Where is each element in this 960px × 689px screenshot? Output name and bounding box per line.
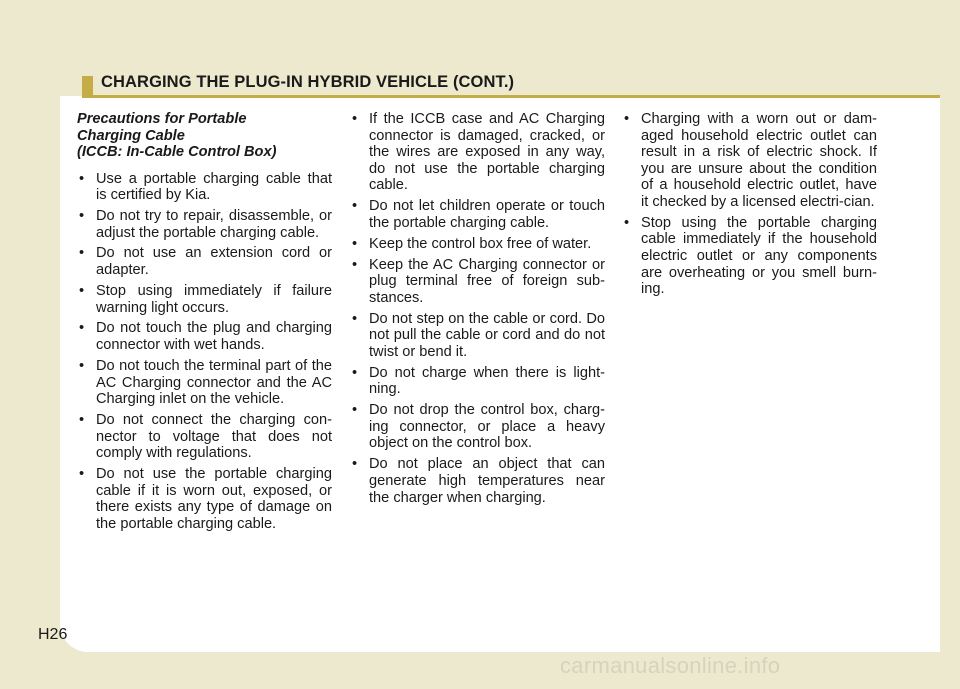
heading-line: Precautions for Portable (77, 111, 247, 127)
section-title: CHARGING THE PLUG-IN HYBRID VEHICLE (CONT.) (101, 73, 515, 91)
list-item-text: Use a portable charging cable that is certified by Kia. (96, 170, 332, 204)
list-item (622, 111, 877, 211)
bullet-icon: • (352, 364, 358, 381)
list-item-text: Do not drop the control box, charg-ing connector, or place a heavy object on the control box. (369, 402, 605, 452)
list-item (77, 171, 332, 204)
list-item (350, 402, 605, 452)
list-item-text: Keep the AC Charging connector or plug terminal free of foreign sub-stances. (369, 256, 605, 306)
precaution-list (77, 171, 332, 533)
list-item (77, 358, 332, 408)
list-item-text: Do not place an object that can generate high temperatures near the charger when charging. (369, 456, 605, 506)
list-item (622, 215, 877, 298)
bullet-icon: • (352, 235, 358, 252)
list-item-text: Keep the control box free of water. (369, 235, 592, 252)
list-item-text: Stop using immediately if failure warning light occurs. (96, 282, 332, 316)
bullet-icon: • (79, 245, 85, 262)
precaution-list (622, 111, 877, 298)
bullet-icon: • (352, 111, 358, 127)
header-rule (82, 95, 940, 98)
list-item (350, 456, 605, 506)
list-item-text: Do not connect the charging con-nector to voltage that does not comply with regulations. (96, 412, 332, 462)
list-item (350, 257, 605, 307)
bullet-icon: • (624, 214, 630, 231)
bullet-icon: • (79, 207, 85, 224)
list-item-text: Stop using the portable charging cable immediately if the household electric outlet or any components are overheating or you smell burn-ing. (641, 214, 877, 298)
heading-line: (ICCB: In-Cable Control Box) (77, 144, 277, 160)
list-item (350, 311, 605, 361)
page-number: H26 (38, 626, 68, 643)
list-item (350, 198, 605, 231)
column-3 (622, 111, 877, 302)
list-item-text: Charging with a worn out or dam-aged household electric outlet can result in a risk of electric shock. If you are unsure about the condition of a household electric outlet, have it checked by a licensed electri-cian. (641, 111, 877, 210)
list-item (77, 466, 332, 532)
precaution-list (350, 111, 605, 506)
list-item (350, 111, 605, 194)
column-1 (77, 111, 332, 537)
bullet-icon: • (352, 456, 358, 473)
list-item-text: Do not touch the terminal part of the AC Charging connector and the AC Charging inlet on the vehicle. (96, 357, 332, 408)
list-item-text: Do not charge when there is light-ning. (369, 364, 605, 398)
list-item (77, 283, 332, 316)
bullet-icon: • (79, 357, 85, 374)
list-item-text: Do not use the portable charging cable if it is worn out, exposed, or there exists any type of damage on the portable charging cable. (96, 466, 332, 532)
bullet-icon: • (352, 198, 358, 215)
bullet-icon: • (79, 466, 85, 483)
bullet-icon: • (624, 111, 630, 127)
bullet-icon: • (352, 310, 358, 327)
list-item-text: Do not touch the plug and charging connector with wet hands. (96, 320, 332, 354)
list-item (77, 245, 332, 278)
bullet-icon: • (352, 402, 358, 419)
list-item (77, 208, 332, 241)
list-item (350, 365, 605, 398)
bullet-icon: • (352, 256, 358, 273)
bullet-icon: • (79, 170, 85, 187)
list-item (77, 412, 332, 462)
precautions-heading (77, 111, 332, 161)
column-2 (350, 111, 605, 510)
bullet-icon: • (79, 320, 85, 337)
list-item-text: Do not let children operate or touch the portable charging cable. (369, 198, 605, 231)
header-accent-bar (82, 76, 93, 95)
list-item (77, 320, 332, 353)
list-item-text: If the ICCB case and AC Charging connector is damaged, cracked, or the wires are exposed in any way, do not use the portable charging cable. (369, 111, 605, 194)
bullet-icon: • (79, 282, 85, 299)
list-item (350, 236, 605, 253)
heading-line: Charging Cable (77, 127, 185, 144)
list-item-text: Do not try to repair, disassemble, or adjust the portable charging cable. (96, 207, 332, 241)
list-item-text: Do not step on the cable or cord. Do not pull the cable or cord and do not twist or bend it. (369, 310, 605, 360)
bullet-icon: • (79, 412, 85, 428)
list-item-text: Do not use an extension cord or adapter. (96, 245, 332, 279)
watermark: carmanualsonline.info (560, 653, 781, 678)
